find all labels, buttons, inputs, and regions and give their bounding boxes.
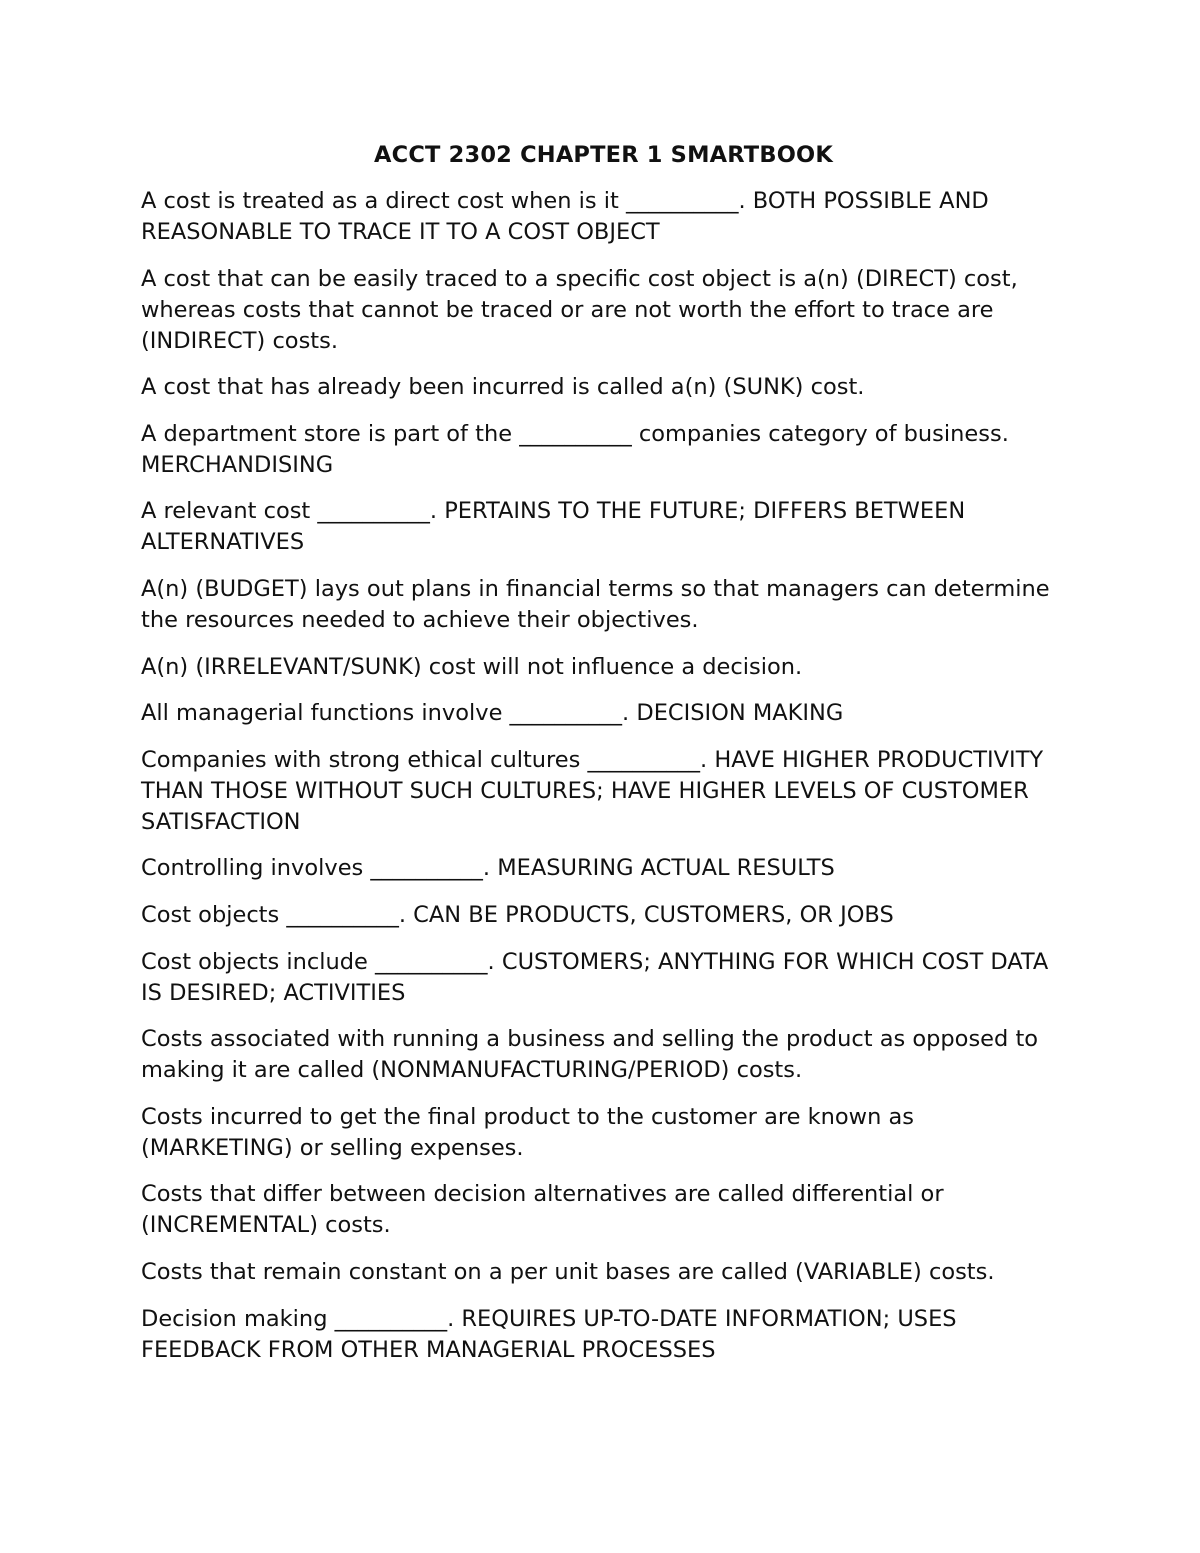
question-paragraph: A cost that has already been incurred is called a(n) (SUNK) cost. [141, 374, 865, 401]
question-paragraph: Cost objects include __________. CUSTOMERS; ANYTHING FOR WHICH COST DATA IS DESIRED; ACTIVITIES [141, 948, 1049, 1006]
question-paragraph: Cost objects __________. CAN BE PRODUCTS, CUSTOMERS, OR JOBS [141, 901, 894, 928]
question-paragraph: Companies with strong ethical cultures __________. HAVE HIGHER PRODUCTIVITY THAN THOSE WITHOUT SUCH CULTURES; HAVE HIGHER LEVELS OF CUSTOMER SATISFACTION [141, 746, 1044, 835]
question-paragraph: Costs that remain constant on a per unit bases are called (VARIABLE) costs. [141, 1258, 995, 1285]
question-paragraph: A relevant cost __________. PERTAINS TO THE FUTURE; DIFFERS BETWEEN ALTERNATIVES [141, 498, 966, 556]
question-paragraph: Decision making __________. REQUIRES UP-TO-DATE INFORMATION; USES FEEDBACK FROM OTHER MANAGERIAL PROCESSES [141, 1305, 957, 1363]
question-paragraph: Costs associated with running a business and selling the product as opposed to making it are called (NONMANUFACTURING/PERIOD) costs. [141, 1026, 1039, 1084]
document-title: ACCT 2302 CHAPTER 1 SMARTBOOK [374, 142, 833, 168]
question-paragraph: A cost that can be easily traced to a specific cost object is a(n) (DIRECT) cost, whereas costs that cannot be traced or are not worth the effort to trace are (INDIRECT) costs. [141, 265, 1018, 354]
question-paragraph: Controlling involves __________. MEASURING ACTUAL RESULTS [141, 855, 835, 882]
question-paragraph: A(n) (BUDGET) lays out plans in financial terms so that managers can determine the resources needed to achieve their objectives. [141, 575, 1050, 633]
question-paragraph: A cost is treated as a direct cost when is it __________. BOTH POSSIBLE AND REASONABLE TO TRACE IT TO A COST OBJECT [141, 188, 989, 245]
document-body [141, 140, 1066, 1381]
question-paragraph: A(n) (IRRELEVANT/SUNK) cost will not influence a decision. [141, 653, 803, 680]
question-paragraph: Costs that differ between decision alternatives are called differential or (INCREMENTAL) costs. [141, 1181, 944, 1239]
question-paragraph: All managerial functions involve __________. DECISION MAKING [141, 700, 844, 727]
question-paragraph: Costs incurred to get the final product to the customer are known as (MARKETING) or selling expenses. [141, 1103, 914, 1161]
question-paragraph: A department store is part of the __________ companies category of business. MERCHANDISING [141, 420, 1009, 478]
